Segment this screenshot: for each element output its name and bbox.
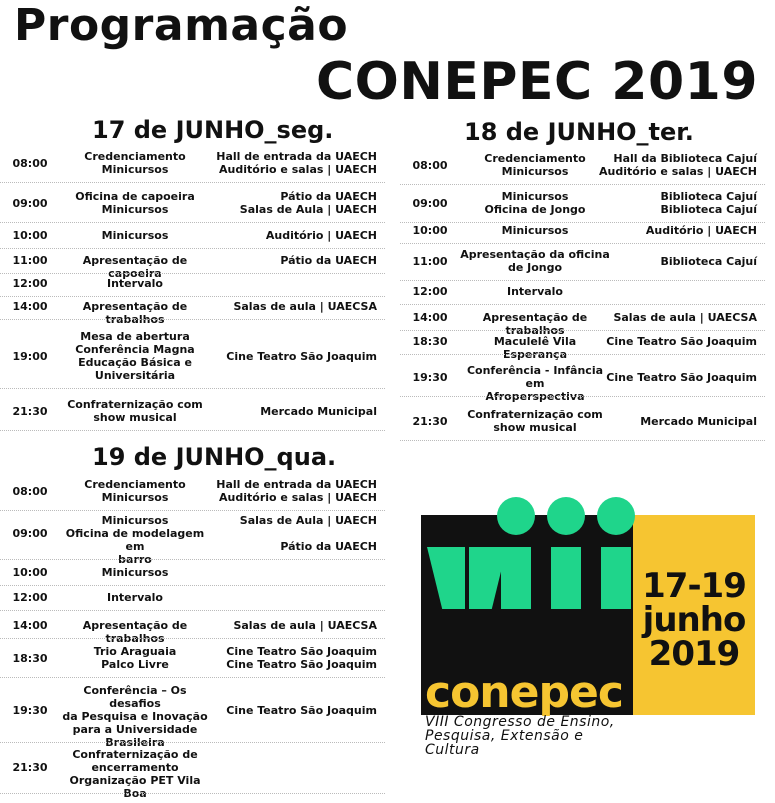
row-time: 21:30 [12,404,48,418]
schedule-row [400,311,765,337]
row-activity: Apresentação de trabalhos [482,311,588,337]
row-time: 11:00 [412,254,448,268]
schedule-row [400,285,765,298]
row-activity: Apresentação de trabalhos [82,619,188,645]
row-activity: Intervalo [107,591,163,604]
row-activity: Credenciamento Minicursos [484,152,586,178]
row-time: 21:30 [412,414,448,428]
schedule-row [0,748,385,800]
row-location: Cine Teatro São Joaquim Cine Teatro São Joaquim [226,645,377,671]
row-location: Hall da Biblioteca Cajuí Auditório e salas | UAECH [599,152,757,178]
row-activity: Credenciamento Minicursos [84,478,186,504]
schedule-row [0,277,385,290]
schedule-row [0,619,385,645]
logo-i-bar-2 [551,547,581,609]
row-divider [400,243,765,244]
row-divider [400,280,765,281]
row-location: Salas de Aula | UAECH Pátio da UAECH [239,514,377,553]
row-location: Cine Teatro São Joaquim [606,370,757,384]
conepec-logo [421,497,755,758]
row-divider [400,330,765,331]
row-location: Hall de entrada da UAECH Auditório e salas | UAECH [216,150,377,176]
row-time: 18:30 [12,651,48,665]
row-location: Cine Teatro São Joaquim [226,349,377,363]
row-divider [400,396,765,397]
row-location: Auditório | UAECH [265,229,377,242]
logo-i-bar-3 [601,547,631,609]
schedule-row [400,152,765,178]
row-time: 10:00 [12,566,48,579]
row-divider [0,222,385,223]
row-time: 10:00 [12,229,48,242]
row-divider [0,430,385,431]
row-time: 12:00 [12,591,48,604]
row-location: Pátio da UAECH Salas de Aula | UAECH [239,190,377,216]
row-time: 19:30 [412,370,448,384]
row-activity: Trio Araguaia Palco Livre [93,645,177,671]
row-location: Salas de aula | UAECSA [613,311,757,324]
row-divider [400,440,765,441]
row-divider [0,296,385,297]
schedule-row [0,330,385,382]
schedule-row [0,300,385,326]
day2-heading: 18 de JUNHO_ter. [464,118,694,146]
row-divider [400,222,765,223]
row-time: 14:00 [12,619,48,632]
row-activity: Minicursos [101,229,169,242]
schedule-row [0,229,385,242]
row-activity: Mesa de abertura Conferência Magna Educação Básica e Universitária [75,330,195,382]
schedule-row [0,190,385,216]
row-activity: Maculelê Vila Esperança [493,335,577,361]
row-location: Pátio da UAECH [280,254,377,267]
schedule-row [0,514,385,566]
row-time: 12:00 [412,285,448,298]
row-time: 11:00 [12,254,48,267]
row-activity: Conferência - Infância em Afroperspectiva [466,364,604,403]
day3-heading: 19 de JUNHO_qua. [92,443,337,471]
row-time: 19:30 [12,703,48,717]
row-divider [0,610,385,611]
row-location: Auditório | UAECH [645,224,757,237]
row-activity: Credenciamento Minicursos [84,150,186,176]
row-time: 08:00 [12,156,48,170]
row-time: 08:00 [412,158,448,172]
schedule-row [400,190,765,216]
row-divider [0,638,385,639]
row-location: Salas de aula | UAECSA [233,619,377,632]
row-divider [400,184,765,185]
schedule-row [400,248,765,274]
schedule-row [0,150,385,176]
row-location: Biblioteca Cajuí [660,254,757,268]
row-activity: Confraternização com show musical [67,398,203,424]
row-time: 19:00 [12,349,48,363]
logo-i-bar-1 [501,547,531,609]
row-location: Mercado Municipal [260,404,377,418]
logo-dot-1 [497,497,535,535]
schedule-row [0,566,385,579]
row-divider [0,319,385,320]
row-divider [0,559,385,560]
row-time: 09:00 [12,196,48,210]
row-time: 10:00 [412,224,448,237]
row-location: Hall de entrada da UAECH Auditório e salas | UAECH [216,478,377,504]
row-divider [0,677,385,678]
schedule-row [0,684,385,749]
schedule-row [400,335,765,361]
row-activity: Oficina de capoeira Minicursos [75,190,195,216]
page-title-line2: CONEPEC 2019 [316,52,759,112]
row-time: 14:00 [412,311,448,324]
logo-wordmark: conepec [425,667,623,718]
row-time: 09:00 [12,527,48,540]
row-time: 08:00 [12,484,48,498]
schedule-row [400,224,765,237]
row-location: Biblioteca Cajuí Biblioteca Cajuí [660,190,757,216]
logo-subtitle: VIII Congresso de Ensino, Pesquisa, Extensão e Cultura [425,714,615,758]
row-divider [0,182,385,183]
row-location: Cine Teatro São Joaquim [226,703,377,717]
row-divider [0,248,385,249]
row-time: 18:30 [412,335,448,348]
schedule-row [0,645,385,671]
schedule-row [0,254,385,280]
row-location: Cine Teatro São Joaquim [606,335,757,348]
row-divider [0,742,385,743]
schedule-row [400,364,765,403]
row-activity: Intervalo [107,277,163,290]
row-activity: Minicursos Oficina de Jongo [484,190,586,216]
row-activity: Intervalo [507,285,563,298]
row-time: 12:00 [12,277,48,290]
row-activity: Minicursos [101,566,169,579]
row-location: Salas de aula | UAECSA [233,300,377,313]
logo-dot-2 [547,497,585,535]
row-divider [0,273,385,274]
row-activity: Confraternização de encerramento Organização PET Vila Boa [69,748,201,800]
row-activity: Conferência – Os desafios da Pesquisa e Inovação para a Universidade Brasileira [62,684,208,749]
row-divider [0,388,385,389]
logo-dot-3 [597,497,635,535]
schedule-row [0,591,385,604]
row-activity: Minicursos [501,224,569,237]
row-activity: Apresentação de capoeira [82,254,188,280]
day1-heading: 17 de JUNHO_seg. [92,116,334,144]
schedule-row [0,398,385,424]
schedule-row [0,478,385,504]
row-location: Mercado Municipal [640,414,757,428]
row-divider [400,354,765,355]
schedule-row [400,408,765,434]
row-divider [400,304,765,305]
row-divider [0,793,385,794]
row-activity: Apresentação da oficina de Jongo [460,248,610,274]
row-time: 09:00 [412,196,448,210]
row-time: 21:30 [12,761,48,774]
row-time: 14:00 [12,300,48,313]
page-title-line1: Programação [14,0,349,51]
row-activity: Apresentação de trabalhos [82,300,188,326]
row-divider [0,585,385,586]
logo-dates: 17-19 junho 2019 [642,566,746,674]
row-activity: Minicursos Oficina de modelagem em barro [65,514,205,566]
row-activity: Confraternização com show musical [467,408,603,434]
row-divider [0,510,385,511]
